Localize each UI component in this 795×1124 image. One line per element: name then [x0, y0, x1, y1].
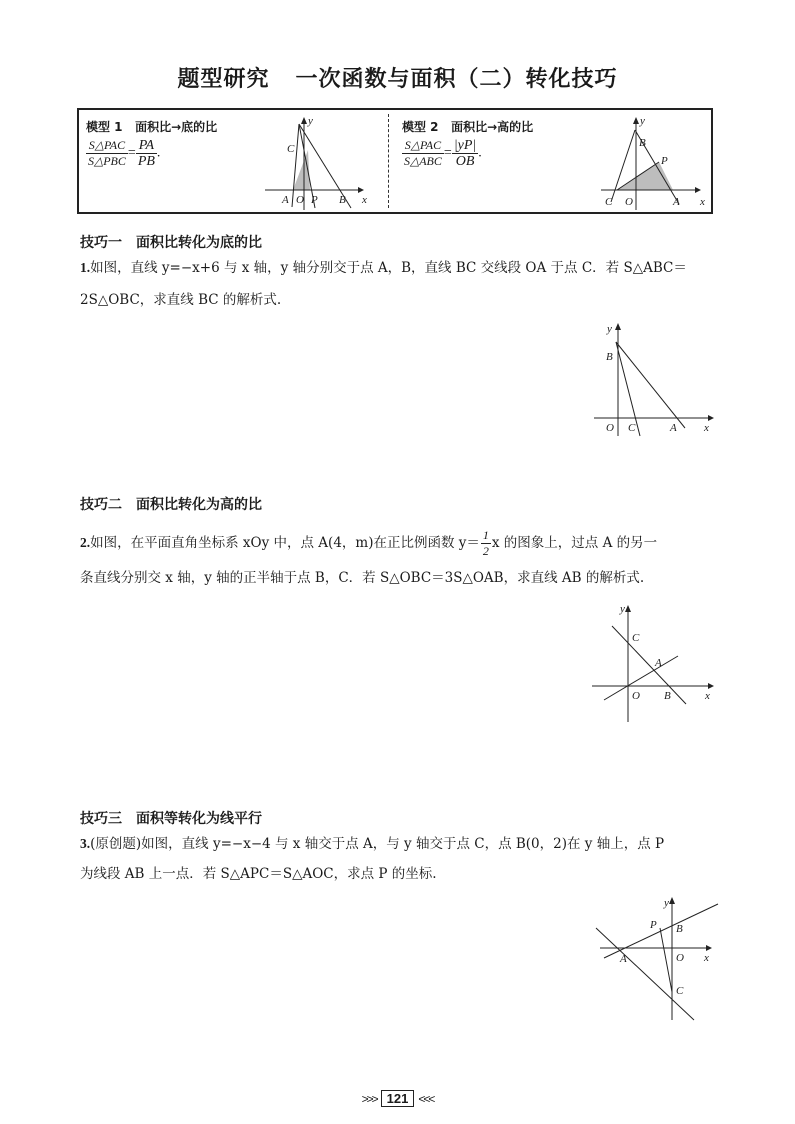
q3-label-x: x [704, 952, 709, 964]
model-divider [388, 114, 389, 208]
model2-label-b: B [639, 137, 646, 149]
q3-number: 3. [80, 836, 91, 851]
q1-label-c: C [628, 422, 636, 434]
model1-label-c: C [287, 143, 295, 155]
q1-line1-text: 如图，直线 y=−x+6 与 x 轴，y 轴分别交于点 A，B，直线 BC 交线段 OA 于点 C．若 S△ABC＝ [90, 260, 687, 276]
model1-rhs-den: PB [137, 154, 155, 169]
section3-title: 面积等转化为线平行 [136, 811, 262, 827]
q2-number: 2. [80, 535, 91, 550]
model-box [77, 108, 713, 214]
section2-title: 面积比转化为高的比 [136, 497, 262, 513]
q1-label-x: x [704, 422, 709, 434]
section1-heading [80, 232, 262, 252]
q2-line-cb [612, 626, 686, 704]
q2-y-arrow [625, 605, 631, 612]
model2-heading [402, 118, 533, 135]
model1-x-arrow [358, 187, 364, 193]
q1-y-arrow [615, 323, 621, 330]
q3-figure [594, 892, 720, 1027]
q3-line-pc [660, 928, 672, 992]
q3-line2 [80, 864, 720, 884]
q3-label-c: C [676, 985, 684, 997]
q2-line1b-text: x 的图象上，过点 A 的另一 [491, 535, 658, 551]
q1-line2 [80, 290, 720, 310]
model1-head: 面积比→底的比 [135, 120, 218, 134]
q1-label-a: A [670, 422, 677, 434]
q1-line2-text: 2S△OBC，求直线 BC 的解析式. [80, 292, 282, 308]
section2-heading [80, 494, 262, 514]
model1-label: 模型 1 [86, 120, 123, 134]
q1-line1 [80, 258, 720, 278]
q1-label-o: O [606, 422, 614, 434]
page-deco-left: >>> [361, 1092, 377, 1106]
q1-label-b: B [606, 351, 613, 363]
model1-label-b: B [339, 194, 346, 206]
q1-figure [590, 318, 720, 440]
q2-line1a-text: 如图，在平面直角坐标系 xOy 中，点 A(4，m)在正比例函数 y＝ [90, 535, 480, 551]
q2-label-b: B [664, 690, 671, 702]
model2-label-c: C [605, 196, 613, 208]
model1-label-a: A [282, 194, 289, 206]
model2-formula [402, 138, 482, 169]
q3-y-arrow [669, 897, 675, 904]
q1-number: 1. [80, 260, 91, 275]
model2-label-a: A [673, 196, 680, 208]
model2-lhs-num: S△PAC [402, 138, 444, 154]
model2-head: 面积比→高的比 [451, 120, 534, 134]
q3-x-arrow [706, 945, 712, 951]
page-number-value: 121 [381, 1090, 415, 1107]
model2-label: 模型 2 [402, 120, 439, 134]
model2-label-x: x [700, 196, 705, 208]
model1-end: . [156, 145, 161, 161]
model2-label-p: P [661, 155, 668, 167]
q2-line1 [80, 528, 720, 559]
model2-end: . [478, 145, 482, 161]
q1-line-ab [616, 342, 685, 428]
q2-label-x: x [705, 690, 710, 702]
model1-heading [86, 118, 217, 135]
q2-label-a: A [655, 657, 662, 669]
q1-x-arrow [708, 415, 714, 421]
section3-label: 技巧三 [80, 811, 122, 827]
model1-y-arrow [301, 117, 307, 124]
model1-formula [86, 138, 160, 169]
page-title [0, 62, 795, 93]
title-part1: 题型研究 [177, 67, 270, 92]
q2-line2 [80, 568, 720, 588]
model2-label-o: O [625, 196, 633, 208]
q2-line2-text: 条直线分别交 x 轴，y 轴的正半轴于点 B，C．若 S△OBC＝3S△OAB，求直线 AB 的解析式. [80, 570, 645, 586]
model1-eq: = [127, 145, 136, 161]
q2-label-y: y [620, 603, 625, 615]
q3-label-p: P [650, 919, 657, 931]
model1-label-x: x [362, 194, 367, 206]
q3-line-ac [596, 928, 694, 1020]
section1-label: 技巧一 [80, 235, 122, 251]
model2-label-y: y [640, 115, 645, 127]
q3-line1-text: (原创题)如图，直线 y=−x−4 与 x 轴交于点 A，与 y 轴交于点 C，点 B(0，2)在 y 轴上，点 P [90, 836, 665, 852]
page-number [0, 1090, 795, 1107]
q2-figure [590, 600, 720, 725]
model1-lhs-den: S△PBC [88, 154, 126, 168]
model2-x-arrow [695, 187, 701, 193]
page-deco-right: <<< [418, 1092, 434, 1106]
model2-rhs-den: OB [455, 154, 475, 169]
q3-line1 [80, 834, 720, 854]
model2-y-arrow [633, 117, 639, 124]
model1-figure [263, 112, 383, 212]
model2-eq: = [443, 145, 452, 161]
title-part2: 一次函数与面积（二）转化技巧 [295, 67, 618, 92]
model1-lhs-num: S△PAC [86, 138, 128, 154]
q3-label-a: A [620, 953, 627, 965]
section3-heading [80, 808, 262, 828]
q3-label-b: B [676, 923, 683, 935]
model1-rhs-num: PA [136, 138, 157, 154]
model2-line-bc [611, 130, 635, 202]
model1-label-p: P [311, 194, 318, 206]
model2-lhs-den: S△ABC [404, 154, 442, 168]
section2-label: 技巧二 [80, 497, 122, 513]
q3-label-o: O [676, 952, 684, 964]
model1-label-o: O [296, 194, 304, 206]
q3-label-y: y [664, 897, 669, 909]
q2-x-arrow [708, 683, 714, 689]
model2-rhs-num: |yP| [453, 138, 477, 153]
q2-label-c: C [632, 632, 640, 644]
q2-frac-den: 2 [482, 544, 489, 558]
q3-line2-text: 为线段 AB 上一点．若 S△APC＝S△AOC，求点 P 的坐标. [80, 866, 437, 882]
section1-title: 面积比转化为底的比 [136, 235, 262, 251]
model1-label-y: y [308, 115, 313, 127]
q2-label-o: O [632, 690, 640, 702]
model2-figure [599, 112, 711, 212]
q1-label-y: y [607, 323, 612, 335]
q2-frac-num: 1 [482, 528, 489, 542]
